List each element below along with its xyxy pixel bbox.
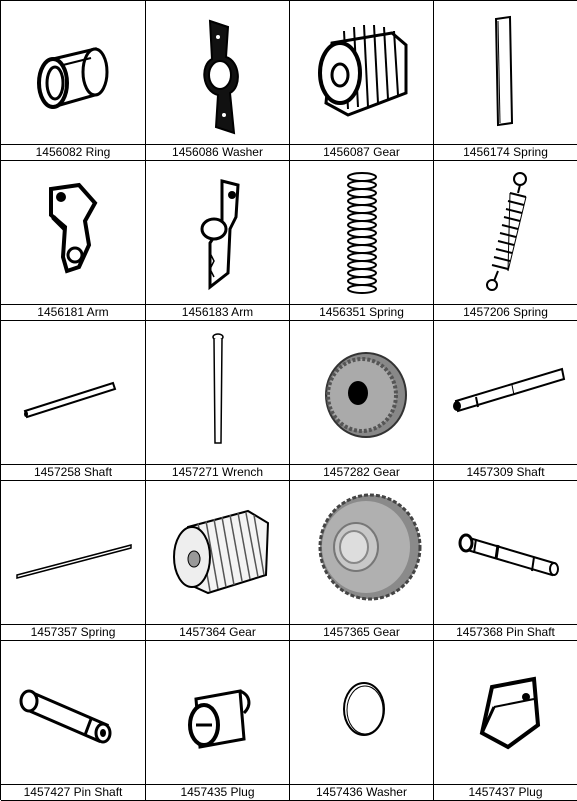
arm-icon — [3, 163, 143, 303]
part-caption: 1456082 Ring — [1, 144, 145, 160]
gear-icon — [292, 323, 432, 463]
part-cell — [290, 641, 434, 801]
pin-shaft-icon — [436, 483, 576, 623]
wide-gear-icon — [148, 483, 288, 623]
plug-icon — [148, 643, 288, 783]
part-caption: 1457427 Pin Shaft — [1, 784, 145, 800]
part-caption: 1456087 Gear — [290, 144, 433, 160]
part-cell — [1, 641, 146, 801]
part-caption: 1457282 Gear — [290, 464, 433, 480]
part-cell — [146, 161, 290, 321]
pin-shaft-icon — [3, 643, 143, 783]
part-cell — [434, 481, 577, 641]
part-cell — [146, 641, 290, 801]
part-cell — [290, 481, 434, 641]
part-cell — [1, 321, 146, 481]
gear-icon — [292, 3, 432, 143]
part-cell — [434, 161, 577, 321]
flat-spring-icon — [436, 3, 576, 143]
part-cell — [434, 641, 577, 801]
part-caption: 1457368 Pin Shaft — [434, 624, 577, 640]
part-cell — [434, 321, 577, 481]
part-caption: 1456086 Washer — [146, 144, 289, 160]
part-cell — [1, 481, 146, 641]
washer-ring-icon — [292, 643, 432, 783]
part-caption: 1457437 Plug — [434, 784, 577, 800]
part-cell — [290, 321, 434, 481]
ring-icon — [3, 3, 143, 143]
part-caption: 1457357 Spring — [1, 624, 145, 640]
part-caption: 1456183 Arm — [146, 304, 289, 320]
blade-arm-icon — [148, 163, 288, 303]
extension-spring-icon — [436, 163, 576, 303]
part-cell — [146, 321, 290, 481]
part-cell — [146, 481, 290, 641]
part-cell — [1, 161, 146, 321]
washer-icon — [148, 3, 288, 143]
part-caption: 1457271 Wrench — [146, 464, 289, 480]
part-caption: 1457258 Shaft — [1, 464, 145, 480]
shaft-icon — [436, 323, 576, 463]
part-caption: 1457436 Washer — [290, 784, 433, 800]
part-caption: 1456181 Arm — [1, 304, 145, 320]
part-cell — [290, 161, 434, 321]
part-caption: 1457435 Plug — [146, 784, 289, 800]
part-caption: 1456351 Spring — [290, 304, 433, 320]
part-caption: 1456174 Spring — [434, 144, 577, 160]
part-cell — [290, 1, 434, 161]
part-caption: 1457206 Spring — [434, 304, 577, 320]
shaft-icon — [3, 323, 143, 463]
part-cell — [146, 1, 290, 161]
gear-icon — [292, 483, 432, 623]
wire-spring-icon — [3, 483, 143, 623]
plug-icon — [436, 643, 576, 783]
part-cell — [434, 1, 577, 161]
part-caption: 1457365 Gear — [290, 624, 433, 640]
part-caption: 1457309 Shaft — [434, 464, 577, 480]
part-caption: 1457364 Gear — [146, 624, 289, 640]
wrench-icon — [148, 323, 288, 463]
part-cell — [1, 1, 146, 161]
coil-spring-icon — [292, 163, 432, 303]
